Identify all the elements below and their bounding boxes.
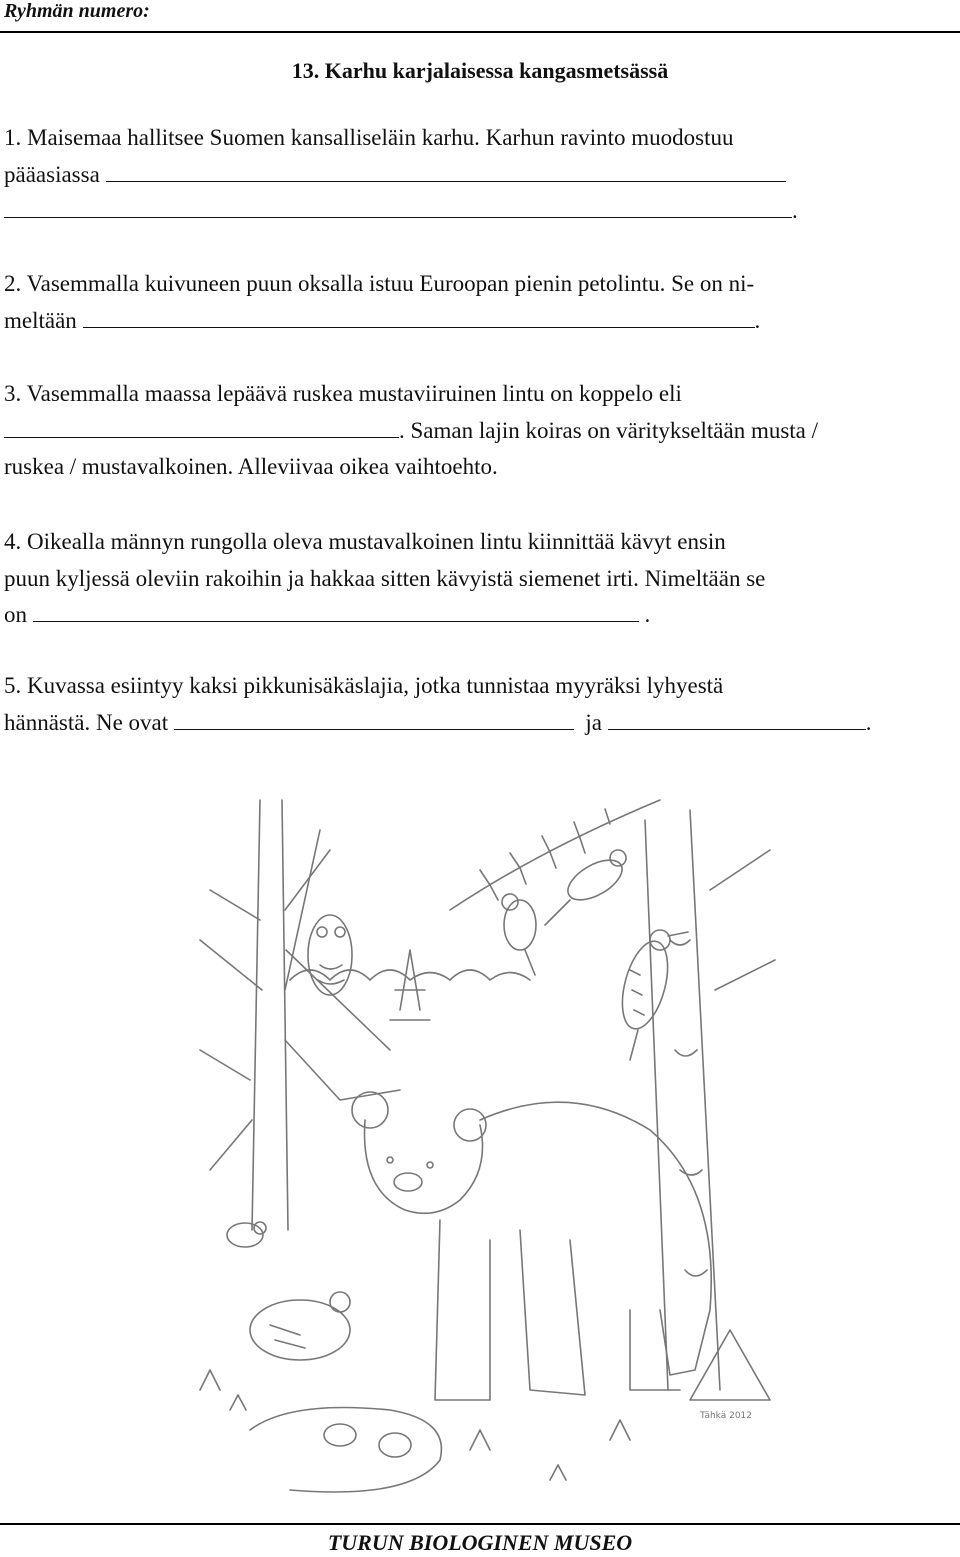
period: . [644,602,651,627]
dead-tree [200,800,400,1230]
footer-museum-name: TURUN BIOLOGINEN MUSEO [327,1530,633,1555]
question-2-line-1: 2. Vasemmalla kuivuneen puun oksalla istuu Euroopan pienin petolintu. Se on ni- [4,271,755,296]
forest-illustration [190,790,780,1515]
group-number-label: Ryhmän numero: [4,0,150,22]
question-5-line-2 [4,705,954,742]
vole-icon [227,1222,266,1247]
question-3 [4,376,954,486]
period: . [792,198,798,223]
question-5-line-1: 5. Kuvassa esiintyy kaksi pikkunisäkäslajia, jotka tunnistaa myyräksi lyhyestä [4,673,724,698]
period: . [754,307,761,333]
answer-5b-blank[interactable] [608,709,866,730]
question-2-text: meltään [4,307,77,333]
question-5 [4,668,954,741]
page-title: 13. Karhu karjalaisessa kangasmetsässä [291,58,669,83]
answer-3-blank[interactable] [4,417,399,438]
question-3-line-2 [4,413,954,450]
question-5-text: hännästä. Ne ovat [4,709,169,735]
question-3-line-1: 3. Vasemmalla maassa lepäävä ruskea mustaviiruinen lintu on koppelo eli [4,381,682,406]
pine-branch [450,800,660,910]
question-3-text: . Saman lajin koiras on väritykseltään musta / [399,417,819,443]
question-1-line-1: 1. Maisemaa hallitsee Suomen kansalliseläin karhu. Karhun ravinto muodostuu [4,125,734,150]
finch-bird-icon [545,850,628,925]
question-2 [4,266,954,339]
answer-5a-blank[interactable] [174,709,574,730]
question-3-line-3: ruskea / mustavalkoinen. Alleviivaa oikea vaihtoehto. [4,454,498,479]
ground-plants [200,1370,630,1480]
voles-icon [250,1408,441,1493]
bottom-divider [0,1523,960,1525]
small-bird-icon [502,894,536,975]
question-1-line-2 [4,157,954,194]
question-4-line-2: puun kyljessä oleviin rakoihin ja hakkaa sitten kävyistä siemenet irti. Nimeltään se [4,565,766,591]
question-4-line-1: 4. Oikealla männyn rungolla oleva mustavalkoinen lintu kiinnittää kävyt ensin [4,529,726,554]
question-4-text: on [4,602,27,627]
owl-icon [308,915,352,995]
answer-1a-blank[interactable] [106,161,786,182]
top-divider [0,31,960,33]
question-1-line-3 [4,193,954,230]
question-4-line-3 [4,597,954,634]
answer-4-blank[interactable] [33,601,639,622]
period: . [865,709,872,735]
answer-1b-blank[interactable] [4,197,792,218]
grouse-icon [250,1292,350,1360]
answer-2-blank[interactable] [83,307,755,328]
question-1 [4,120,954,230]
artist-signature: Tähkä 2012 [700,1411,753,1421]
question-1-text: pääasiassa [4,161,100,187]
question-2-line-2 [4,303,954,340]
distant-forest [290,950,530,1020]
question-5-conjunction: ja [585,709,602,735]
question-4 [4,524,954,634]
